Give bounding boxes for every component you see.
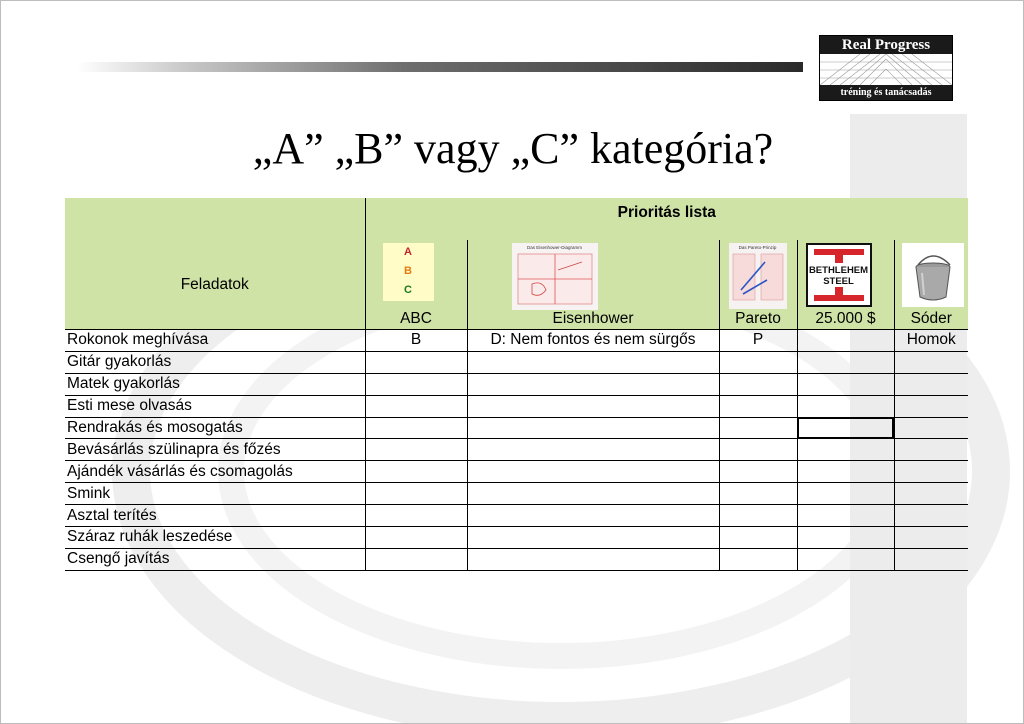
column-header-soder [894, 240, 968, 330]
table-row [65, 373, 968, 395]
pareto-cell[interactable] [719, 527, 797, 549]
eisenhower-diagram-image [512, 243, 598, 310]
task-cell[interactable]: Rendrakás és mosogatás [65, 417, 365, 439]
steel-cell[interactable] [797, 527, 894, 549]
task-cell[interactable]: Esti mese olvasás [65, 395, 365, 417]
bethlehem-steel-logo [806, 243, 872, 307]
abc-letters-image [383, 243, 434, 301]
table-header-row [65, 198, 968, 240]
pareto-cell[interactable] [719, 461, 797, 483]
soder-cell[interactable] [894, 373, 968, 395]
eisenhower-cell[interactable] [467, 548, 719, 570]
task-cell[interactable]: Gitár gyakorlás [65, 351, 365, 373]
logo-top-text: Real Progress [820, 36, 952, 54]
pareto-cell[interactable] [719, 351, 797, 373]
soder-cell[interactable] [894, 395, 968, 417]
logo-grid-pattern [820, 54, 952, 85]
table-row [65, 395, 968, 417]
pareto-cell[interactable]: P [719, 330, 797, 352]
table-row [65, 461, 968, 483]
eisenhower-cell[interactable] [467, 461, 719, 483]
steel-cell[interactable] [797, 351, 894, 373]
real-progress-logo [819, 35, 953, 101]
eisenhower-cell[interactable] [467, 373, 719, 395]
soder-cell[interactable] [894, 548, 968, 570]
soder-cell[interactable] [894, 351, 968, 373]
column-header-pareto [719, 240, 797, 330]
eisenhower-cell[interactable] [467, 505, 719, 527]
steel-cell[interactable] [797, 373, 894, 395]
header-empty-cell [65, 198, 365, 240]
soder-cell[interactable] [894, 527, 968, 549]
task-cell[interactable]: Asztal terítés [65, 505, 365, 527]
steel-text-line1: BETHLEHEM [808, 265, 869, 276]
row-header-feladatok: Feladatok [65, 240, 365, 330]
table-row [65, 527, 968, 549]
abc-cell[interactable] [365, 417, 467, 439]
column-header-steel [797, 240, 894, 330]
column-label-abc: ABC [400, 310, 432, 327]
abc-cell[interactable] [365, 461, 467, 483]
soder-cell[interactable] [894, 417, 968, 439]
table-row [65, 439, 968, 461]
eisenhower-cell[interactable] [467, 527, 719, 549]
task-cell[interactable]: Bevásárlás szülinapra és főzés [65, 439, 365, 461]
pareto-diagram-image [729, 243, 787, 309]
page-title: „A” „B” vagy „C” kategória? [252, 124, 774, 173]
abc-letter-b: B [404, 265, 412, 277]
eisenhower-cell[interactable] [467, 417, 719, 439]
steel-cell-selected[interactable] [797, 417, 894, 439]
task-cell[interactable]: Rokonok meghívása [65, 330, 365, 352]
abc-cell[interactable]: B [365, 330, 467, 352]
task-cell[interactable]: Csengő javítás [65, 548, 365, 570]
abc-cell[interactable] [365, 395, 467, 417]
abc-cell[interactable] [365, 548, 467, 570]
eisenhower-cell[interactable] [467, 483, 719, 505]
eisenhower-cell[interactable] [467, 351, 719, 373]
soder-cell[interactable] [894, 461, 968, 483]
abc-cell[interactable] [365, 527, 467, 549]
eisenhower-quadrant-sketch [512, 250, 598, 310]
abc-cell[interactable] [365, 483, 467, 505]
task-cell[interactable]: Száraz ruhák leszedése [65, 527, 365, 549]
pareto-cell[interactable] [719, 483, 797, 505]
steel-text-line2: STEEL [823, 276, 854, 287]
pareto-cell[interactable] [719, 439, 797, 461]
column-label-eisenhower: Eisenhower [552, 310, 634, 327]
header-title-cell: Prioritás lista [365, 198, 968, 240]
table-row [65, 330, 968, 352]
steel-cell[interactable] [797, 505, 894, 527]
table-row [65, 548, 968, 570]
steel-cell[interactable] [797, 548, 894, 570]
task-cell[interactable]: Smink [65, 483, 365, 505]
pareto-cell[interactable] [719, 548, 797, 570]
soder-cell[interactable]: Homok [894, 330, 968, 352]
pareto-sketch [729, 250, 787, 309]
steel-cell[interactable] [797, 439, 894, 461]
soder-cell[interactable] [894, 483, 968, 505]
abc-cell[interactable] [365, 439, 467, 461]
bucket-icon [902, 243, 964, 307]
soder-cell[interactable] [894, 439, 968, 461]
pareto-cell[interactable] [719, 395, 797, 417]
logo-bottom-text: tréning és tanácsadás [820, 85, 952, 100]
pareto-image-caption: Das Pareto-Prinzip [738, 245, 777, 250]
pareto-cell[interactable] [719, 417, 797, 439]
steel-cell[interactable] [797, 395, 894, 417]
pareto-cell[interactable] [719, 505, 797, 527]
abc-letter-c: C [404, 284, 412, 296]
eisenhower-image-caption: Das Eisenhower-Diagramm [526, 245, 583, 250]
column-label-pareto: Pareto [735, 310, 781, 327]
column-label-steel: 25.000 $ [815, 310, 876, 327]
table-row [65, 505, 968, 527]
abc-cell[interactable] [365, 351, 467, 373]
abc-letter-a: A [404, 246, 412, 258]
table-row [65, 417, 968, 439]
priority-table [65, 198, 968, 571]
table-subheader-row [65, 240, 968, 330]
column-header-eisenhower [467, 240, 719, 330]
title-gradient-bar [77, 62, 803, 72]
table-row [65, 483, 968, 505]
steel-cell[interactable] [797, 330, 894, 352]
steel-cell[interactable] [797, 461, 894, 483]
abc-cell[interactable] [365, 505, 467, 527]
task-cell[interactable]: Ajándék vásárlás és csomagolás [65, 461, 365, 483]
eisenhower-cell[interactable] [467, 439, 719, 461]
bucket-image [902, 243, 964, 307]
task-cell[interactable]: Matek gyakorlás [65, 373, 365, 395]
table-row [65, 351, 968, 373]
eisenhower-cell[interactable]: D: Nem fontos és nem sürgős [467, 330, 719, 352]
column-label-soder: Sóder [910, 310, 952, 327]
soder-cell[interactable] [894, 505, 968, 527]
column-header-abc [365, 240, 467, 330]
pareto-cell[interactable] [719, 373, 797, 395]
steel-cell[interactable] [797, 483, 894, 505]
eisenhower-cell[interactable] [467, 395, 719, 417]
abc-cell[interactable] [365, 373, 467, 395]
